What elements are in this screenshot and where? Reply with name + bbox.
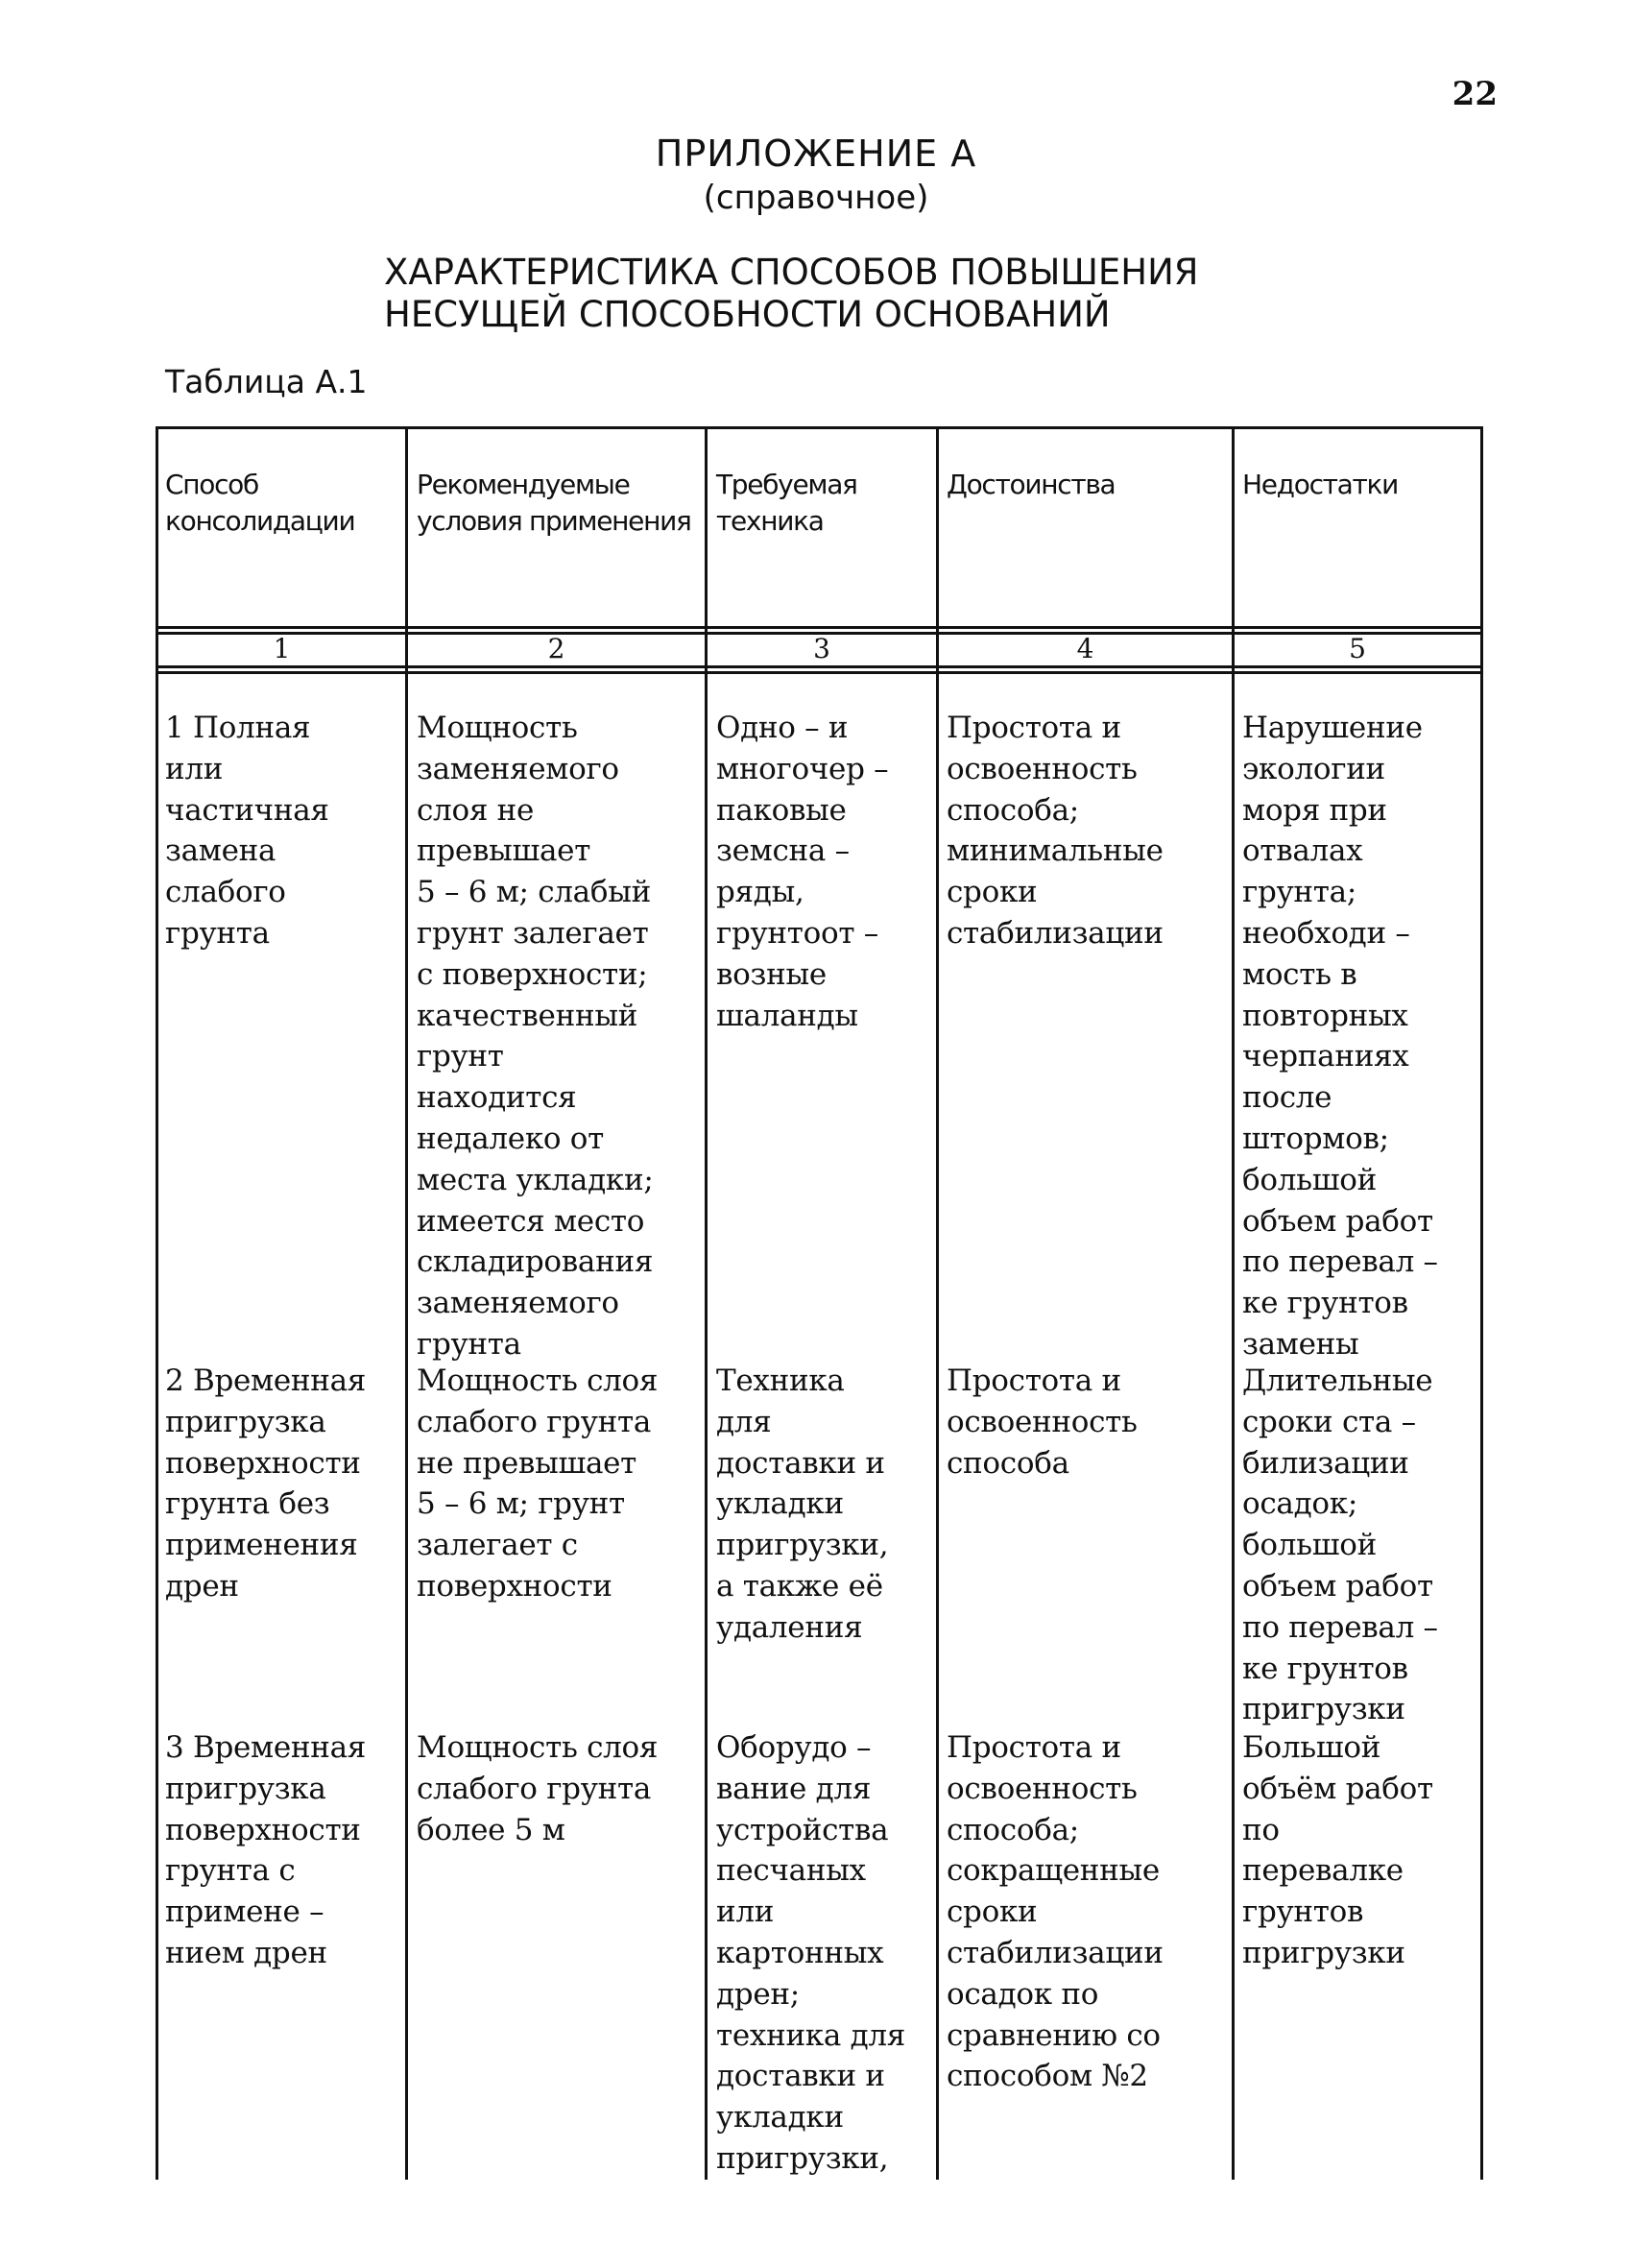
row-1-disadvantages: Нарушение экологии моря при отвалах грунта; необходи – мость в повторных черпаниях после штормов; большой объем работ по перевал – ке грунтов замены [1242, 711, 1438, 1362]
row-3-method: 3 Временная пригрузка поверхности грунта с примене – нием дрен [165, 1730, 367, 1970]
row-2-disadvantages: Длительные сроки ста – билизации осадок; большой объем работ по перевал – ке грунтов пригрузки [1242, 1363, 1438, 1727]
column-divider-3 [936, 426, 939, 2180]
row-3-equipment: Оборудо – вание для устройства песчаных или картонных дрен; техника для доставки и укладки пригрузки, [716, 1730, 906, 2176]
table-left-border [156, 426, 158, 2180]
header-equipment: Требуемая техника [716, 469, 857, 537]
document-title-line-2: НЕСУЩЕЙ СПОСОБНОСТИ ОСНОВАНИЙ [384, 294, 1111, 335]
appendix-title: ПРИЛОЖЕНИЕ А [655, 133, 977, 175]
header-method: Способ консолидации [165, 469, 355, 537]
column-numbers-divider-lower [156, 671, 1483, 674]
header-advantages: Достоинства [947, 469, 1116, 500]
appendix-subtitle: (справочное) [703, 179, 929, 217]
row-2-equipment: Техника для доставки и укладки пригрузки, а также её удаления [716, 1363, 889, 1645]
column-number-2: 2 [547, 633, 565, 664]
column-divider-1 [405, 426, 408, 2180]
document-title [384, 252, 1344, 336]
header-divider-upper [156, 626, 1483, 629]
table-caption: Таблица А.1 [165, 363, 368, 400]
column-divider-2 [705, 426, 708, 2180]
page-number: 22 [1452, 75, 1498, 113]
document-title-line-1: ХАРАКТЕРИСТИКА СПОСОБОВ ПОВЫШЕНИЯ [384, 252, 1199, 293]
row-1-method: 1 Полная или частичная замена слабого грунта [165, 711, 329, 951]
column-number-3: 3 [813, 633, 830, 664]
row-2-method: 2 Временная пригрузка поверхности грунта без применения дрен [165, 1363, 367, 1604]
row-1-advantages: Простота и освоенность способа; минимальные сроки стабилизации [947, 711, 1164, 951]
column-numbers-divider-upper [156, 665, 1483, 668]
header-disadvantages: Недостатки [1242, 469, 1399, 500]
characteristics-table [156, 426, 1483, 2180]
table-top-border [156, 426, 1483, 429]
table-right-border [1480, 426, 1483, 2180]
column-number-1: 1 [273, 633, 291, 664]
row-1-equipment: Одно – и многочер – паковые земсна – ряды, грунтоот – возные шаланды [716, 711, 889, 1033]
row-3-conditions: Мощность слоя слабого грунта более 5 м [417, 1730, 659, 1847]
row-2-conditions: Мощность слоя слабого грунта не превышает 5 – 6 м; грунт залегает с поверхности [417, 1363, 659, 1604]
row-2-advantages: Простота и освоенность способа [947, 1363, 1138, 1481]
column-number-5: 5 [1349, 633, 1366, 664]
row-3-advantages: Простота и освоенность способа; сокращенные сроки стабилизации осадок по сравнению со способом №2 [947, 1730, 1164, 2094]
row-1-conditions: Мощность заменяемого слоя не превышает 5 – 6 м; слабый грунт залегает с поверхности; качественный грунт находится недалеко от места укладки; имеется место складирования заменяемого грунта [417, 711, 654, 1362]
row-3-disadvantages: Большой объём работ по перевалке грунтов пригрузки [1242, 1730, 1433, 1970]
column-divider-4 [1232, 426, 1235, 2180]
header-conditions: Рекомендуемые условия применения [417, 469, 691, 537]
column-number-4: 4 [1076, 633, 1094, 664]
